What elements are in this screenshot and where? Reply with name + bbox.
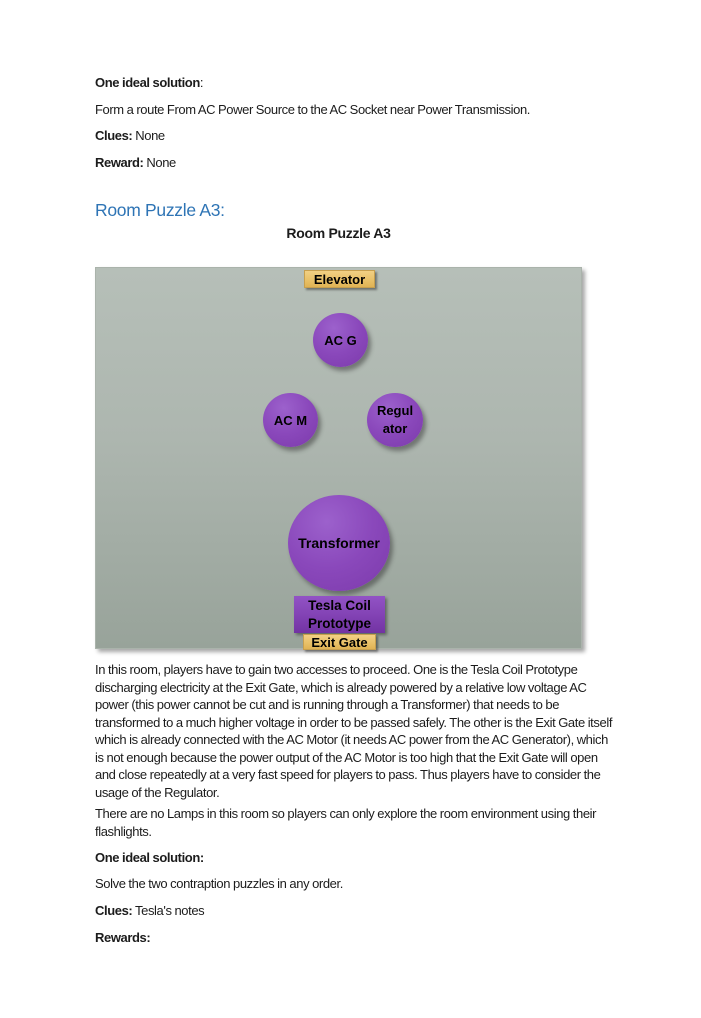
ac-generator-label: AC G	[324, 332, 357, 348]
room-description-paragraph: In this room, players have to gain two accesses to proceed. One is the Tesla Coil Prototype discharging electricity at the Exit Gate, which is already powered by a relative low voltage AC power (this power cannot be cut and is running through a Transformer) that needs to be transformed to a much higher voltage in order to be passed safely. The other is the Exit Gate itself which is already connected with the AC Motor (it needs AC power from the AC Generator), which is not enough because the power output of the AC Motor is too high that the Exit Gate will open and close repeatedly at a very fast speed for players to pass. Thus players have to consider the usage of the Regulator.	[95, 662, 613, 800]
ac-motor-node	[263, 393, 318, 447]
section-heading: Room Puzzle A3:	[95, 200, 225, 220]
rewards-heading: Rewards:	[95, 930, 151, 945]
exit-gate-label: Exit Gate	[303, 634, 376, 650]
lamps-paragraph: There are no Lamps in this room so players can only explore the room environment using their flashlights.	[95, 806, 597, 839]
ideal-solution-heading-2: One ideal solution:	[95, 850, 204, 865]
reward-line	[95, 154, 615, 172]
regulator-label-line1: Regul	[376, 403, 414, 418]
tesla-coil-line1: Tesla Coil	[308, 598, 371, 613]
tesla-coil-line2: Prototype	[307, 616, 371, 631]
clues-label-2: Clues:	[95, 903, 133, 918]
figure-title: Room Puzzle A3	[286, 225, 391, 241]
ideal-solution-heading	[95, 74, 615, 92]
room-diagram	[95, 267, 582, 649]
transformer-node	[288, 495, 390, 591]
reward-value: None	[143, 154, 176, 170]
ideal-solution-colon: :	[199, 75, 204, 90]
ac-motor-label: AC M	[273, 412, 308, 428]
ideal-solution-text: Form a route From AC Power Source to the AC Socket near Power Transmission.	[95, 101, 531, 117]
intro-block	[95, 74, 615, 180]
clues-value: None	[132, 128, 165, 143]
ideal-solution-text-2: Solve the two contraption puzzles in any order.	[95, 876, 343, 891]
clues-line-2	[95, 902, 615, 920]
transformer-label: Transformer	[298, 535, 380, 551]
regulator-label-line2: ator	[382, 421, 408, 436]
ideal-solution-label: One ideal solution	[95, 75, 200, 90]
clues-value-2: Tesla's notes	[132, 903, 205, 918]
tesla-coil-prototype-label	[294, 596, 385, 633]
elevator-label: Elevator	[304, 270, 375, 288]
regulator-node	[367, 393, 423, 447]
clues-label: Clues:	[95, 128, 133, 143]
reward-label: Reward:	[95, 154, 144, 170]
ac-generator-node	[313, 313, 368, 367]
clues-line	[95, 127, 615, 145]
